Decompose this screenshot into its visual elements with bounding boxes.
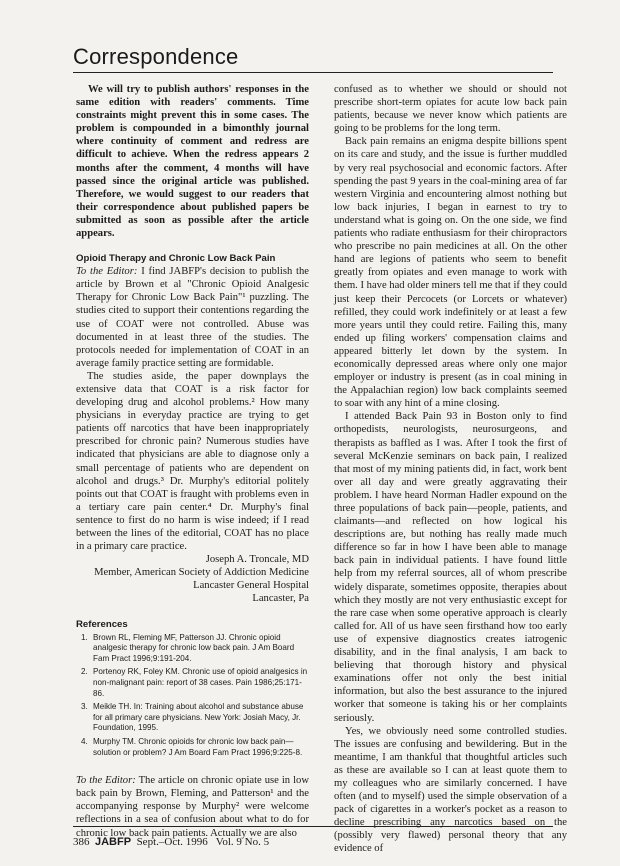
- section-title: Correspondence: [73, 44, 239, 69]
- letter2-para-1: To the Editor: The article on chronic opiate use in low back pain by Brown, Fleming, and Patterson¹ and the accompanying response by Murphy² were welcome reflections in a sea of confusion about what to do for chronic low back pain patients. Actually we are also: [76, 775, 309, 839]
- references-heading: References: [76, 618, 128, 630]
- letter2-para-1-cont: confused as to whether we should or should not prescribe short-term opiates for acute low back pain patients, because we never know which patients are going to be problems for the long term.: [334, 84, 567, 135]
- reference-item: 2. Portenoy RK, Foley KM. Chronic use of opioid analgesics in non-malignant pain: report of 38 cases. Pain 1986;25:171-86.: [90, 667, 309, 699]
- page-number: 386: [73, 836, 90, 848]
- letter1-salutation: To the Editor:: [76, 266, 138, 278]
- right-column: [334, 83, 567, 856]
- reference-item: 4. Murphy TM. Chronic opioids for chronic low back pain—solution or problem? J Am Board Fam Pract 1996;9:225-8.: [90, 737, 309, 758]
- issue-info: Sept.–Oct. 1996 Vol. 9 No. 5: [136, 836, 270, 848]
- signature-location: Lancaster, Pa: [252, 593, 309, 605]
- letter1-para-2: The studies aside, the paper downplays the extensive data that COAT is a risk factor for developing drug and alcohol problems.² How many physicians in everyday practice are trying to get patients off narcotics that have been inappropriately prescribed for chronic pain? Numerous studies have indicated that physicians are able to diagnose only a small percentage of patients who are dependent on alcohol and drugs.³ Dr. Murphy's editorial politely points out that COAT is fraught with problems even in a tertiary care pain center.⁴ Dr. Murphy's final sentence to first do no harm is wise indeed; if I read between the lines of the editorial, COAT has no place in a primary care practice.: [76, 370, 309, 553]
- letter2-para-4: Yes, we obviously need some controlled studies. The issues are confusing and bewildering. But in the meantime, I am thankful that thoughtful articles such as these are available so I can at least quote them to my colleagues who are similarly concerned. I have often (and to myself) used the simple observation of a pack of cigarettes in a worker's pocket as a reason to decline prescribing any narcotics based on the (possibly very flawed) personal theory that any evidence of: [334, 725, 567, 855]
- left-column: [76, 83, 309, 840]
- signature-name: Joseph A. Troncale, MD: [205, 554, 309, 566]
- letter2-para-2: Back pain remains an enigma despite billions spent on its care and study, and the issue is further muddled by very real psychosocial and economic factors. After spending the past 9 years in the coal-mining area of far western Virginia and encountering almost nothing but low back injuries, I began in earnest to try to understand what is going on. On the one side, we find patients who radiate enthusiasm for their chiropractors who prescribe no pain medicines at all. On the other hand are legions of patients who seem to benefit greatly from opiates and even manage to work with them. I have had older miners tell me that if they could just keep their Percocets (or Lorcets or whatever) refilled, they could work indefinitely or at least a few more years until they could retire. Failing this, many ended up filing workers' compensation claims and appeared bitterly let down by the system. In economically depressed areas where only one major employer or industry is present (as in coal mining in the Appalachian region) low back complaints seemed to soar with any hint of a mine closing.: [334, 136, 567, 410]
- editor-note: We will try to publish authors' responses in the same edition with readers' comments. Time constraints might prevent this in some cases. The problem is compounded in a bimonthly journal where continuity of comment and redress are difficult to achieve. When the redress appears 2 months after the comment, 4 months will have passed since the original article was published. Therefore, we would suggest to our readers that their correspondence about published papers be submitted as soon as possible after the article appears.: [76, 84, 309, 240]
- journal-name: JABFP: [95, 836, 132, 848]
- letter2-para-3: I attended Back Pain 93 in Boston only to find orthopedists, neurologists, neurosurgeons, and therapists as baffled as I was. After I took the first of several McKenzie seminars on back pain, I realized that most of my mining patients did, in fact, work bent over all day and were greatly aggravating their problem. I have heard Norman Hadler expound on the three populations of back pain—people, patients, and claimants—and reflected on how logical his descriptions are, but nothing has really made much difference so far in how I have been able to manage back pain in individual patients. I have found little help from my referral sources, all of whom prescribe widely disparate, sometimes opposite, therapies about which they mostly are not very enthusiastic except for the rare case when some operative approach is clearly called for. All of us have seen firsthand how too early use of expensive diagnostics creates iatrogenic disability, and in the final analysis, I am back to believing that thorough history and physical examinations offer not only the best initial information, but also the best assurance to the injured worker that someone is taking his or her complaints seriously.: [334, 411, 567, 724]
- letter2-salutation: To the Editor:: [76, 775, 136, 787]
- article-title: Opioid Therapy and Chronic Low Back Pain: [76, 253, 276, 265]
- reference-item: 3. Meikle TH. In: Training about alcohol and substance abuse for all primary care physicians. New York: Josiah Macy, Jr. Foundation, 1995.: [90, 702, 309, 734]
- signature-affiliation-2: Lancaster General Hospital: [193, 580, 309, 592]
- letter1-para-1: To the Editor: I find JABFP's decision to publish the article by Brown et al "Chronic Opioid Analgesic Therapy for Chronic Low Back Pain"¹ puzzling. The studies cited to support their contentions regarding the use of COAT were not controlled. Abuse was documented in at least three of the studies. The protocols needed for implementation of COAT in an average family practice setting are formidable.: [76, 266, 309, 369]
- signature-block: [76, 553, 309, 605]
- reference-item: 1. Brown RL, Fleming MF, Patterson JJ. Chronic opioid analgesic therapy for chronic low back pain. J Am Board Fam Pract 1996;9:191-204.: [90, 633, 309, 665]
- header-rule: [73, 72, 553, 73]
- references-list: [76, 633, 309, 759]
- footer-rule: [73, 826, 553, 827]
- signature-affiliation-1: Member, American Society of Addiction Medicine: [94, 567, 309, 579]
- page-footer: [73, 836, 269, 848]
